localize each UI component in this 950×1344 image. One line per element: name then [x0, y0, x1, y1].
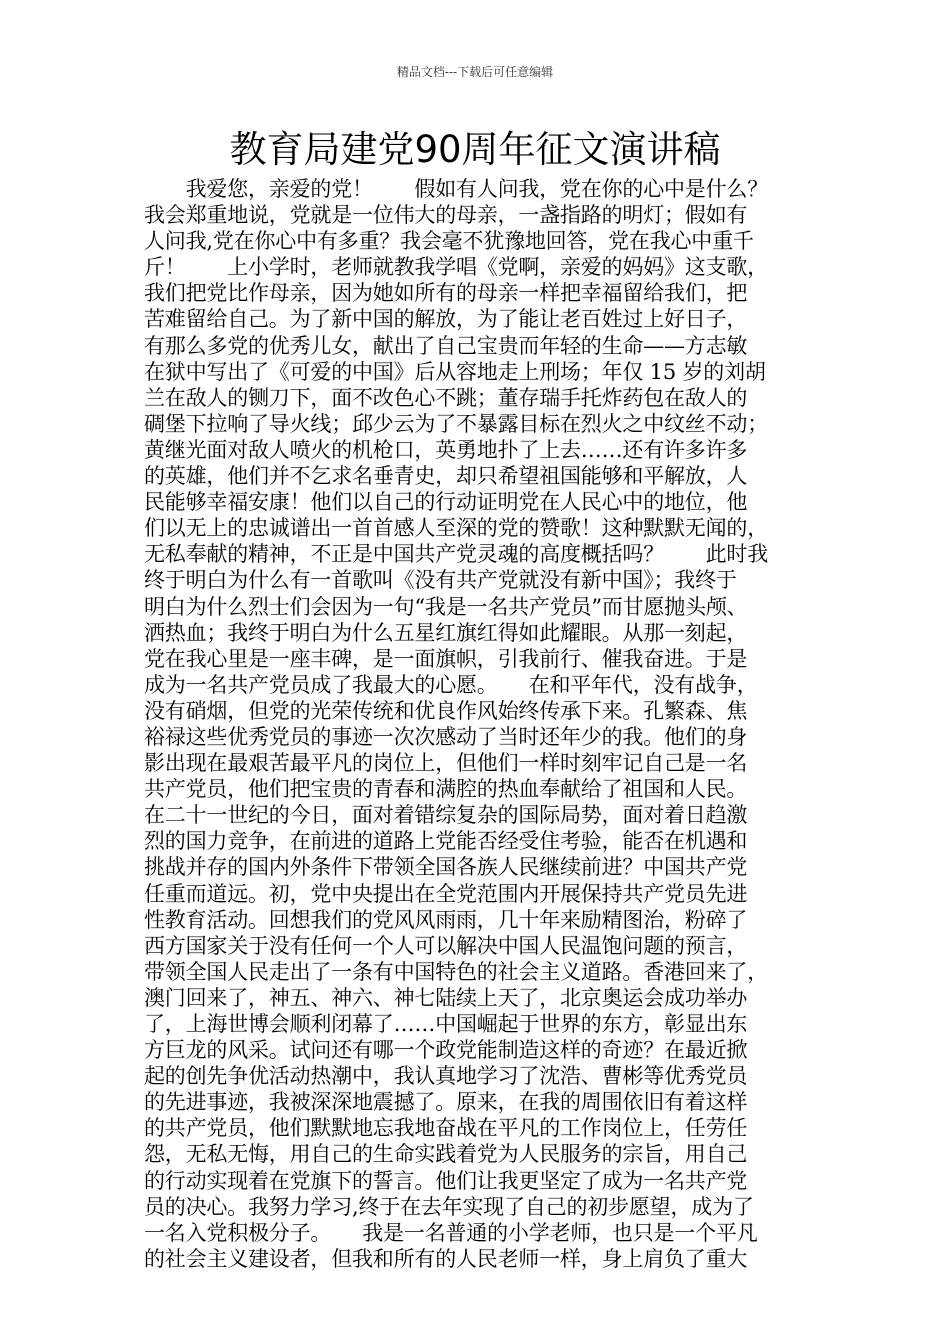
body-line: 带领全国人民走出了一条有中国特色的社会主义道路。香港回来了， — [144, 959, 768, 984]
body-line: 员的决心。我努力学习,终于在去年实现了自己的初步愿望，成为了 — [144, 1194, 754, 1219]
body-line: 方巨龙的风采。试问还有哪一个政党能制造这样的奇迹？在最近掀 — [144, 1038, 748, 1063]
body-line: 西方国家关于没有任何一个人可以解决中国人民温饱问题的预言， — [144, 933, 748, 958]
body-line: 裕禄这些优秀党员的事迹一次次感动了当时还年少的我。他们的身 — [144, 724, 748, 749]
body-line: 人问我,党在你心中有多重？我会毫不犹豫地回答，党在我心中重千 — [144, 229, 754, 254]
body-line: 起的创先争优活动热潮中，我认真地学习了沈浩、曹彬等优秀党员 — [144, 1064, 748, 1089]
body-line: 民能够幸福安康！他们以自己的行动证明党在人民心中的地位，他 — [144, 490, 748, 515]
body-line: 的先进事迹，我被深深地震撼了。原来，在我的周围依旧有着这样 — [144, 1090, 748, 1115]
body-line: 洒热血；我终于明白为什么五星红旗红得如此耀眼。从那一刻起， — [144, 620, 748, 645]
body-line: 党在我心里是一座丰碑，是一面旗帜，引我前行、催我奋进。于是 — [144, 646, 748, 671]
body-line: 的行动实现着在党旗下的誓言。他们让我更坚定了成为一名共产党 — [144, 1168, 748, 1193]
body-line: 的共产党员，他们默默地忘我地奋战在平凡的工作岗位上，任劳任 — [144, 1116, 748, 1141]
body-line: 斤！ 上小学时，老师就教我学唱《党啊，亲爱的妈妈》这支歌， — [144, 255, 768, 280]
body-line: 我们把党比作母亲，因为她如所有的母亲一样把幸福留给我们，把 — [144, 281, 748, 306]
body-line: 的社会主义建设者，但我和所有的人民老师一样，身上肩负了重大 — [144, 1246, 748, 1271]
body-line: 烈的国力竞争，在前进的道路上党能否经受住考验，能否在机遇和 — [144, 829, 748, 854]
body-line: 我爱您，亲爱的党！ 假如有人问我，党在你的心中是什么？ — [144, 177, 768, 201]
body-line: 成为一名共产党员成了我最大的心愿。 在和平年代，没有战争， — [144, 672, 758, 697]
body-line: 在狱中写出了《可爱的中国》后从容地走上刑场；年仅 15 岁的刘胡 — [144, 359, 766, 384]
body-line: 任重而道远。初，党中央提出在全党范围内开展保持共产党员先进 — [144, 881, 748, 906]
body-line: 澳门回来了，神五、神六、神七陆续上天了，北京奥运会成功举办 — [144, 985, 748, 1010]
body-line: 终于明白为什么有一首歌叫《没有共产党就没有新中国》；我终于 — [144, 568, 737, 593]
document-title: 教育局建党90周年征文演讲稿 — [229, 128, 721, 171]
body-line: 在二十一世纪的今日，面对着错综复杂的国际局势，面对着日趋激 — [144, 803, 748, 828]
body-line: 了，上海世博会顺利闭幕了……中国崛起于世界的东方，彰显出东 — [144, 1012, 748, 1036]
body-line: 没有硝烟，但党的光荣传统和优良作风始终传承下来。孔繁森、焦 — [144, 698, 748, 723]
body-line: 性教育活动。回想我们的党风风雨雨，几十年来励精图治，粉碎了 — [144, 907, 748, 932]
body-line: 我会郑重地说，党就是一位伟大的母亲，一盏指路的明灯；假如有 — [144, 203, 748, 228]
body-line: 怨，无私无悔，用自己的生命实践着党为人民服务的宗旨，用自己 — [144, 1142, 748, 1167]
document-body — [144, 176, 814, 1272]
body-line: 碉堡下拉响了导火线；邱少云为了不暴露目标在烈火之中纹丝不动； — [144, 411, 768, 436]
body-line: 兰在敌人的铡刀下，面不改色心不跳；董存瑞手托炸药包在敌人的 — [144, 385, 748, 410]
body-line: 一名入党积极分子。 我是一名普通的小学老师，也只是一个平凡 — [144, 1220, 758, 1245]
page-header: 精品文档---下载后可任意编辑 — [396, 65, 554, 79]
body-line: 明白为什么烈士们会因为一句“我是一名共产党员”而甘愿抛头颅、 — [144, 594, 748, 619]
body-line: 无私奉献的精神，不正是中国共产党灵魂的高度概括吗？ 此时我 — [144, 542, 768, 567]
body-line: 苦难留给自己。为了新中国的解放，为了能让老百姓过上好日子， — [144, 307, 748, 332]
body-line: 有那么多党的优秀儿女，献出了自己宝贵而年轻的生命——方志敏 — [144, 333, 748, 358]
body-line: 影出现在最艰苦最平凡的岗位上，但他们一样时刻牢记自己是一名 — [144, 751, 748, 776]
body-line: 挑战并存的国内外条件下带领全国各族人民继续前进？中国共产党 — [144, 855, 748, 880]
body-line: 黄继光面对敌人喷火的机枪口，英勇地扑了上去……还有许多许多 — [144, 437, 748, 462]
body-line: 共产党员，他们把宝贵的青春和满腔的热血奉献给了祖国和人民。 — [144, 777, 748, 802]
body-line: 的英雄，他们并不乞求名垂青史，却只希望祖国能够和平解放，人 — [144, 464, 748, 489]
body-line: 们以无上的忠诚谱出一首首感人至深的党的赞歌！这种默默无闻的， — [144, 516, 768, 541]
